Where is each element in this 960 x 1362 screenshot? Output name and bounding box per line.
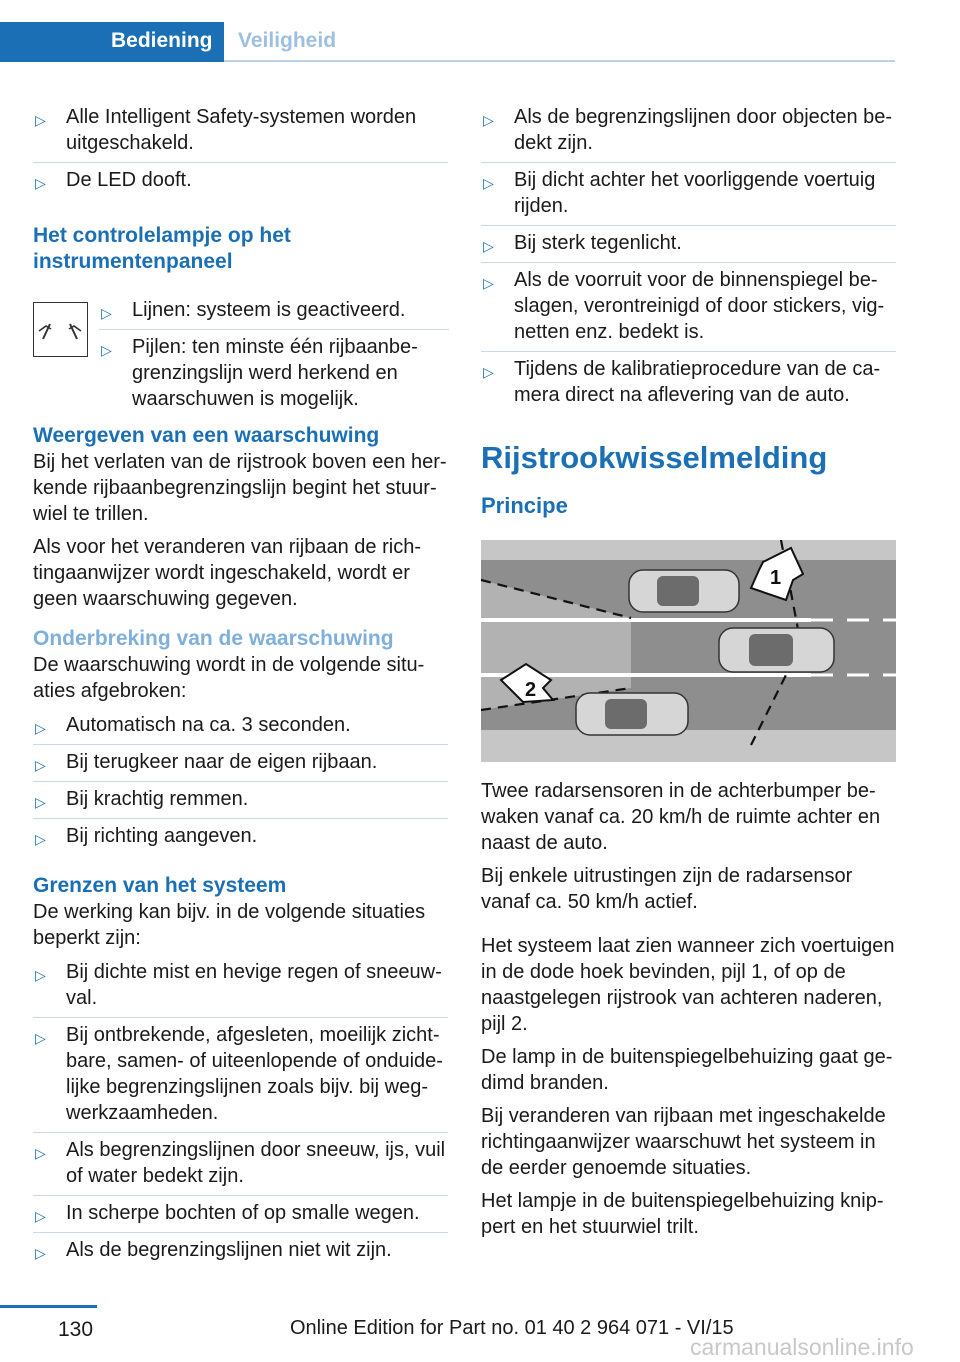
car-icon bbox=[576, 693, 688, 735]
list-item-text: Bij ontbrekende, afgesleten, moeilijk zichtbare, samen- of uiteenlopende of onduidelijke begrenzingslijnen zoals bijv. bij wegwerkzaamheden. bbox=[66, 1024, 443, 1124]
list-item-text: Als de voorruit voor de binnenspiegel beslagen, verontreinigd of door stickers, vignetten enz. bedekt is. bbox=[514, 269, 885, 343]
bullet-triangle-icon: ▷ bbox=[35, 720, 46, 736]
bullet-triangle-icon: ▷ bbox=[35, 1145, 46, 1161]
bullet-triangle-icon: ▷ bbox=[483, 238, 494, 254]
list-item-text: Automatisch na ca. 3 seconden. bbox=[66, 714, 351, 736]
left-column bbox=[33, 100, 448, 1269]
radar-paragraph: Twee radarsensoren in de achterbumper bewaken vanaf ca. 20 km/h de ruimte achter en naast de auto. bbox=[481, 780, 881, 854]
system-paragraph: Het lampje in de buitenspiegelbehuizing knippert en het stuurwiel trilt. bbox=[481, 1190, 884, 1238]
list-item bbox=[99, 293, 449, 330]
list-item bbox=[481, 226, 896, 263]
bullet-triangle-icon: ▷ bbox=[35, 1030, 46, 1046]
list-item-text: Pijlen: ten minste één rijbaanbegrenzingslijn werd herkend en waarschuwen is mogelijk. bbox=[132, 336, 418, 410]
lamp-block bbox=[33, 293, 448, 410]
list-item bbox=[33, 708, 448, 745]
car-icon bbox=[719, 628, 834, 672]
limits-heading: Grenzen van het systeem bbox=[33, 874, 287, 897]
bullet-triangle-icon: ▷ bbox=[483, 175, 494, 191]
header-tabs bbox=[0, 0, 895, 62]
list-item-text: Bij dichte mist en hevige regen of sneeuwval. bbox=[66, 961, 442, 1009]
warning-paragraph: Als voor het veranderen van rijbaan de richtingaanwijzer wordt ingeschakeld, wordt er geen waarschuwing gegeven. bbox=[33, 536, 421, 610]
bullet-triangle-icon: ▷ bbox=[35, 967, 46, 983]
bullet-triangle-icon: ▷ bbox=[35, 1208, 46, 1224]
limits-paragraph: De werking kan bijv. in de volgende situaties beperkt zijn: bbox=[33, 901, 426, 949]
list-item-text: Bij krachtig remmen. bbox=[66, 788, 249, 810]
list-item bbox=[99, 330, 449, 418]
interrupt-heading: Onderbreking van de waarschuwing bbox=[33, 627, 394, 650]
list-item-text: Lijnen: systeem is geactiveerd. bbox=[132, 299, 406, 321]
lamp-list bbox=[99, 293, 449, 418]
list-item-text: Bij dicht achter het voorliggende voertuig rijden. bbox=[514, 169, 876, 217]
list-item-text: De LED dooft. bbox=[66, 169, 192, 191]
bullet-triangle-icon: ▷ bbox=[483, 112, 494, 128]
section-title: Rijstrookwisselmelding bbox=[481, 440, 828, 475]
footer-rule bbox=[0, 1305, 97, 1308]
lane-change-diagram bbox=[481, 540, 896, 762]
list-item-text: Als begrenzingslijnen door sneeuw, ijs, vuil of water bedekt zijn. bbox=[66, 1139, 446, 1187]
bullet-triangle-icon: ▷ bbox=[483, 275, 494, 291]
list-item-text: Als de begrenzingslijnen niet wit zijn. bbox=[66, 1239, 392, 1261]
bullet-triangle-icon: ▷ bbox=[483, 364, 494, 380]
system-paragraph: Bij veranderen van rijbaan met ingeschakelde richtingaanwijzer waarschuwt het systeem in de eerder genoemde situaties. bbox=[481, 1105, 886, 1179]
tab-bediening[interactable]: Bediening bbox=[0, 22, 224, 62]
deactivation-list bbox=[33, 100, 448, 199]
list-item-text: In scherpe bochten of op smalle wegen. bbox=[66, 1202, 420, 1224]
bullet-triangle-icon: ▷ bbox=[35, 794, 46, 810]
list-item-text: Tijdens de kalibratieprocedure van de camera direct na aflevering van de auto. bbox=[514, 358, 881, 406]
interrupt-list bbox=[33, 708, 448, 855]
list-item bbox=[33, 1133, 448, 1196]
list-item bbox=[33, 163, 448, 199]
warning-heading: Weergeven van een waarschuwing bbox=[33, 424, 380, 447]
interrupt-paragraph: De waarschuwing wordt in de volgende situaties afgebroken: bbox=[33, 654, 425, 702]
tab-veiligheid[interactable] bbox=[224, 22, 895, 62]
list-item bbox=[481, 352, 896, 414]
lane-indicator-lamp-icon bbox=[33, 302, 88, 357]
bullet-triangle-icon: ▷ bbox=[101, 305, 112, 321]
warning-paragraph: Bij het verlaten van de rijstrook boven een herkende rijbaanbegrenzingslijn begint het stuurwiel te trillen. bbox=[33, 451, 447, 525]
watermark: carmanualsonline.info bbox=[690, 1334, 914, 1360]
lane-change-diagram-svg bbox=[481, 540, 896, 762]
list-item bbox=[33, 819, 448, 855]
arrow-1-label: 1 bbox=[770, 567, 782, 589]
car-icon bbox=[629, 570, 739, 612]
limits-list-continued bbox=[481, 100, 896, 414]
list-item-text: Als de begrenzingslijnen door objecten bedekt zijn. bbox=[514, 106, 893, 154]
list-item bbox=[33, 1018, 448, 1133]
list-item-text: Bij terugkeer naar de eigen rijbaan. bbox=[66, 751, 378, 773]
list-item bbox=[33, 1196, 448, 1233]
bullet-triangle-icon: ▷ bbox=[35, 831, 46, 847]
bullet-triangle-icon: ▷ bbox=[35, 1245, 46, 1261]
system-paragraph: Het systeem laat zien wanneer zich voertuigen in de dode hoek bevinden, pijl 1, of op de naastgelegen rijstrook van achteren naderen, pijl 2. bbox=[481, 935, 895, 1035]
list-item bbox=[33, 745, 448, 782]
right-column bbox=[481, 100, 896, 1247]
bullet-triangle-icon: ▷ bbox=[35, 112, 46, 128]
list-item bbox=[481, 263, 896, 352]
edition-text: Online Edition for Part no. 01 40 2 964 071 - VI/15 bbox=[290, 1317, 734, 1339]
limits-list bbox=[33, 955, 448, 1269]
list-item bbox=[481, 163, 896, 226]
list-item bbox=[33, 1233, 448, 1269]
bullet-triangle-icon: ▷ bbox=[101, 342, 112, 358]
list-item-text: Alle Intelligent Safety-systemen worden uitgeschakeld. bbox=[66, 106, 417, 154]
principle-heading: Principe bbox=[481, 493, 568, 518]
page-number: 130 bbox=[58, 1318, 94, 1341]
lamp-heading: Het controlelampje op het instrumentenpaneel bbox=[33, 224, 291, 273]
system-paragraph: De lamp in de buitenspiegelbehuizing gaat gedimd branden. bbox=[481, 1046, 893, 1094]
list-item bbox=[33, 782, 448, 819]
arrow-2-label: 2 bbox=[525, 679, 537, 701]
list-item bbox=[33, 100, 448, 163]
bullet-triangle-icon: ▷ bbox=[35, 757, 46, 773]
radar-paragraph: Bij enkele uitrustingen zijn de radarsensor vanaf ca. 50 km/h actief. bbox=[481, 865, 853, 913]
tab-veiligheid-label: Veiligheid bbox=[238, 29, 337, 52]
list-item bbox=[481, 100, 896, 163]
list-item-text: Bij richting aangeven. bbox=[66, 825, 258, 847]
bullet-triangle-icon: ▷ bbox=[35, 175, 46, 191]
list-item bbox=[33, 955, 448, 1018]
list-item-text: Bij sterk tegenlicht. bbox=[514, 232, 682, 254]
